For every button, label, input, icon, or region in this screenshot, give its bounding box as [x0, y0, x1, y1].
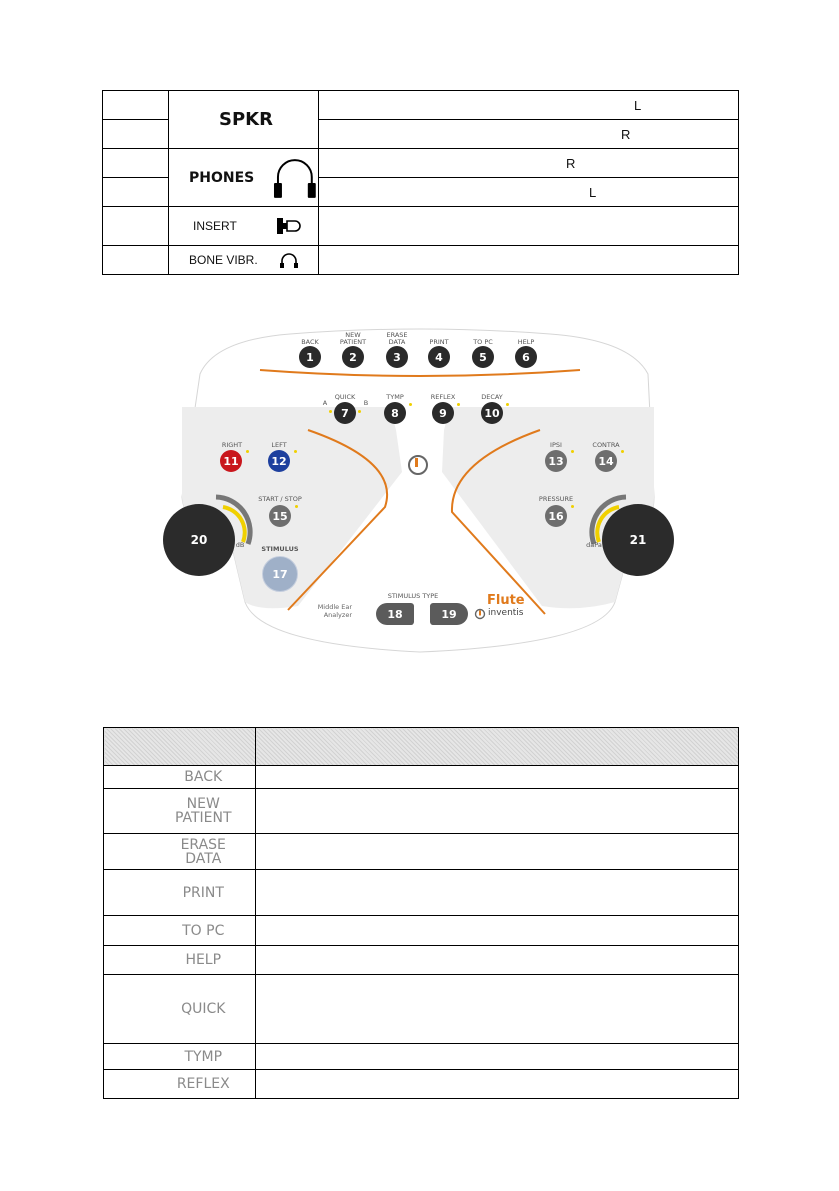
db-unit-label: dB [235, 541, 245, 549]
pressure-label: PRESSURE [538, 495, 574, 503]
number-cell [103, 178, 169, 207]
description-cell [256, 766, 739, 789]
quick-b-label: B [363, 399, 369, 407]
tymp-led [409, 403, 412, 406]
number-cell [104, 834, 152, 870]
decay-led [506, 403, 509, 406]
insert-cell [169, 207, 319, 246]
spkr-cell [169, 91, 319, 149]
description-cell [256, 1044, 739, 1070]
brand-subtitle: inventis [488, 608, 524, 618]
table-row [104, 834, 739, 870]
erase-data-button[interactable]: 3 [386, 346, 408, 368]
channel-cell: L [319, 178, 739, 207]
function-cell: NEW PATIENT [152, 789, 256, 834]
decay-button[interactable]: 10 [481, 402, 503, 424]
insert-earphone-icon [275, 216, 301, 236]
number-cell [103, 120, 169, 149]
stimulus-label: STIMULUS [261, 545, 299, 553]
start-stop-button[interactable]: 15 [269, 505, 291, 527]
number-cell [103, 149, 169, 178]
table-row [104, 766, 739, 789]
number-cell [104, 1070, 152, 1099]
reflex-button[interactable]: 9 [432, 402, 454, 424]
function-cell: PRINT [152, 870, 256, 916]
stimulus-type-label: STIMULUS TYPE [387, 592, 439, 600]
function-cell: QUICK [152, 975, 256, 1044]
pressure-led [571, 505, 574, 508]
description-cell [256, 916, 739, 946]
new-patient-button[interactable]: 2 [342, 346, 364, 368]
device-front-panel [160, 322, 680, 662]
help-button[interactable]: 6 [515, 346, 537, 368]
channel-cell [319, 246, 739, 275]
table-header-row [104, 728, 739, 766]
spkr-label: SPKR [219, 109, 273, 130]
function-cell: TO PC [152, 916, 256, 946]
start-stop-label: START / STOP [258, 495, 302, 503]
headphones-icon [272, 157, 318, 199]
output-table [102, 90, 739, 275]
middle-ear-text-1: Middle Ear [317, 603, 352, 611]
table-row [104, 1070, 739, 1099]
description-cell [256, 975, 739, 1044]
print-button[interactable]: 4 [428, 346, 450, 368]
table-row [103, 207, 739, 246]
stimulus-button[interactable]: 17 [262, 556, 298, 592]
stimulus-type-button-18[interactable]: 18 [376, 603, 414, 625]
ipsi-led [571, 450, 574, 453]
contra-label: CONTRA [592, 441, 620, 449]
description-cell [256, 946, 739, 975]
bone-vibrator-icon [278, 252, 300, 268]
number-cell [104, 975, 152, 1044]
contra-led [621, 450, 624, 453]
table-row [104, 1044, 739, 1070]
phones-label: PHONES [189, 169, 255, 186]
number-cell [104, 1044, 152, 1070]
number-cell [103, 91, 169, 120]
function-cell: TYMP [152, 1044, 256, 1070]
print-label: PRINT [429, 338, 449, 346]
number-cell [103, 207, 169, 246]
right-ear-button[interactable]: 11 [220, 450, 242, 472]
number-cell [103, 246, 169, 275]
inventis-logo-icon [474, 608, 486, 620]
bone-cell [169, 246, 319, 275]
channel-cell: L [319, 91, 739, 120]
header-cell [104, 728, 256, 766]
function-cell: REFLEX [152, 1070, 256, 1099]
table-row [103, 246, 739, 275]
reflex-label: REFLEX [430, 393, 456, 401]
quick-button[interactable]: 7 [334, 402, 356, 424]
number-cell [104, 946, 152, 975]
function-cell: HELP [152, 946, 256, 975]
pressure-button[interactable]: 16 [545, 505, 567, 527]
ipsi-button[interactable]: 13 [545, 450, 567, 472]
left-label: LEFT [271, 441, 287, 449]
table-row [104, 789, 739, 834]
table-row [104, 946, 739, 975]
to-pc-label: TO PC [473, 338, 493, 346]
erase-data-label: ERASE DATA [386, 331, 408, 346]
number-cell [104, 916, 152, 946]
description-cell [256, 834, 739, 870]
channel-cell: R [319, 149, 739, 178]
description-cell [256, 1070, 739, 1099]
dapa-knob[interactable]: 21 [602, 504, 674, 576]
channel-cell: R [319, 120, 739, 149]
back-label: BACK [301, 338, 319, 346]
quick-a-label: A [322, 399, 328, 407]
middle-ear-text-2: Analyzer [323, 611, 352, 619]
number-cell [104, 789, 152, 834]
insert-label: INSERT [193, 219, 237, 234]
right-led [246, 450, 249, 453]
phones-cell [169, 149, 319, 207]
db-knob[interactable]: 20 [163, 504, 235, 576]
quick-a-led [329, 410, 332, 413]
table-row [104, 916, 739, 946]
tymp-label: TYMP [386, 393, 404, 401]
table-row [103, 149, 739, 178]
device-body [160, 322, 680, 662]
description-cell [256, 789, 739, 834]
table-row [104, 975, 739, 1044]
channel-cell [319, 207, 739, 246]
number-cell [104, 766, 152, 789]
start-stop-led [295, 505, 298, 508]
description-cell [256, 870, 739, 916]
right-label: RIGHT [221, 441, 243, 449]
tymp-button[interactable]: 8 [384, 402, 406, 424]
to-pc-button[interactable]: 5 [472, 346, 494, 368]
contra-button[interactable]: 14 [595, 450, 617, 472]
new-patient-label: NEW PATIENT [339, 331, 367, 346]
ipsi-label: IPSI [550, 441, 562, 449]
bone-vibrator-label: BONE VIBR. [189, 253, 258, 267]
function-cell: BACK [152, 766, 256, 789]
keyboard-function-table [103, 727, 739, 1099]
number-cell [104, 870, 152, 916]
dapa-unit-label: daPa [586, 541, 602, 549]
back-button[interactable]: 1 [299, 346, 321, 368]
help-label: HELP [517, 338, 535, 346]
stimulus-type-button-19[interactable]: 19 [430, 603, 468, 625]
quick-label: QUICK [334, 393, 356, 401]
reflex-led [457, 403, 460, 406]
table-row [103, 91, 739, 120]
quick-b-led [358, 410, 361, 413]
brand-name: Flute [487, 593, 525, 608]
decay-label: DECAY [481, 393, 503, 401]
left-led [294, 450, 297, 453]
table-row [104, 870, 739, 916]
left-ear-button[interactable]: 12 [268, 450, 290, 472]
function-cell: ERASE DATA [152, 834, 256, 870]
header-cell [256, 728, 739, 766]
